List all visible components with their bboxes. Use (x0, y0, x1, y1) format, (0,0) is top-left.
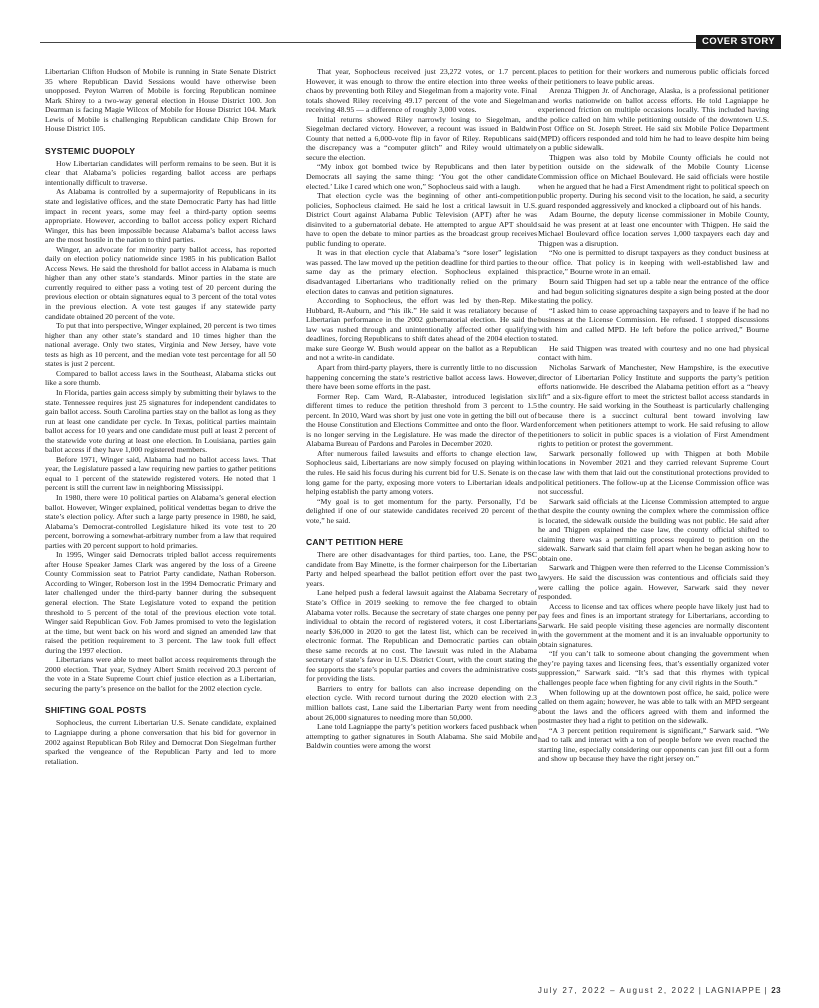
article-paragraph: As Alabama is controlled by a supermajority of Republicans in its state and legislative offices, and the state Democratic Party has had little impact in recent years, some may feel a third-party option seems appropriate. However, according to ballot access policy expert Richard Winger, this has been impossible because Alabama’s ballot access laws are the most hostile in the nation to third parties. (45, 187, 276, 245)
article-paragraph: There are other disadvantages for third parties, too. Lane, the PSC candidate from Bay Minette, is the former chairperson for the Libertarian Party and helped spearhead the ballot petition effort over the past two years. (306, 550, 537, 588)
article-paragraph: That year, Sophocleus received just 23,272 votes, or 1.7 percent. However, it was enough to throw the entire election into three weeks of chaos by preventing both Riley and Siegelman from a majority vote. Final totals showed Riley receiving 49.17 percent of the vote and Siegelman receiving 48.95 — a difference of roughly 3,000 votes. (306, 67, 537, 115)
article-paragraph: Lane helped push a federal lawsuit against the Alabama Secretary of State’s Office in 2019 seeking to remove the fee charged to obtain Alabama voter rolls. Because the secretary of state charges one penny per individual to obtain the record of registered voters, it cost Libertarians nearly $36,000 in 2020 to get the latest list, which can be received in electronic format. The Republican and Democratic parties can obtain these same records at no cost. The lawsuit was ruled in the Alabama secretary of state’s favor in U.S. District Court, with the court stating the fee supports the state’s popular parties and covers the administrative costs for providing the lists. (306, 588, 537, 684)
article-column-3 (538, 67, 769, 764)
article-paragraph: Former Rep. Cam Ward, R-Alabaster, introduced legislation six different times to reduce the petition threshold from 3 percent to 1.5 percent. In 2010, Ward was short by just one vote in getting the bill out of the House Constitution and Elections Committee and onto the floor. Ward is no longer serving in the Legislature. He was made the director of the Alabama Bureau of Pardons and Paroles in December 2020. (306, 391, 537, 449)
article-paragraph: Nicholas Sarwark of Manchester, New Hampshire, is the executive director of Libertarian Policy Institute and supports the party’s petition efforts nationwide. He described the Alabama petition effort as a “heavy lift” and a six-figure effort to meet the strictest ballot access standards in the country. He said working in the Southeast is particularly challenging because there is a succinct cultural bent toward involving law enforcement when petitioners attempt to work. He said refusing to allow petitioners to solicit in public spaces is a violation of First Amendment rights to petition or protest the government. (538, 362, 769, 449)
article-paragraph: Arenza Thigpen Jr. of Anchorage, Alaska, is a professional petitioner and works nationwide on ballot access efforts. He told Lagniappe he experienced friction on multiple occasions locally. This included having the police called on him while petitioning outside of the downtown U.S. Post Office on St. Joseph Street. He said six Mobile Police Department (MPD) officers responded and told him he had to leave despite him being on a public sidewalk. (538, 86, 769, 153)
page-footer: July 27, 2022 – August 2, 2022 | LAGNIAPPE | 23 (537, 986, 781, 995)
article-paragraph: Initial returns showed Riley narrowly losing to Siegelman, and Siegelman declared victory. However, a recount was issued in Baldwin County that netted a 6,000-vote flip in favor of Riley. Republicans said the discrepancy was a “computer glitch” and Riley would ultimately secure the election. (306, 114, 537, 162)
article-paragraph: He said Thigpen was treated with courtesy and no one had physical contact with him. (538, 343, 769, 363)
article-paragraph: That election cycle was the beginning of other anti-competition policies, Sophocleus claimed. He said he lost a critical lawsuit in U.S. District Court against Alabama Public Television (APT) after he was disinvited to a gubernatorial debate. He attempted to argue APT should have to open the debate to minor parties as the broadcast group receives public funding to operate. (306, 191, 537, 248)
article-paragraph: After numerous failed lawsuits and efforts to change election law, Sophocleus said, Libertarians are now simply focused on playing within the rules. He said his focus during his current bid for U.S. Senate is on the long game for the party, exposing more voters to Libertarian ideals and helping establish the party among voters. (306, 448, 537, 497)
article-paragraph: Adam Bourne, the deputy license commissioner in Mobile County, said he was present at at least one encounter with Thigpen. He said the Michael Boulevard office location serves 1,000 taxpayers each day and Thigpen was a disruption. (538, 210, 769, 248)
article-paragraph: Libertarian Clifton Hudson of Mobile is running in State Senate District 35 where Republican David Sessions would have otherwise been unopposed. Peyton Warren of Mobile is forcing Republican nominee Mark Shirey to a two-way general election in House District 100. Jon Dearman is facing Magie Wilcox of Mobile for House District 104. Mark Lewis of Mobile is challenging Republican candidate Chip Brown for House District 105. (45, 67, 276, 134)
article-paragraph: Winger, an advocate for minority party ballot access, has reported daily on election policy nationwide since 1985 in his publication Ballot Access News. He said the threshold for ballot access in Alabama is much higher than any other state’s standards. Minor parties in the state are currently required to either pass a voting test of 20 percent during the previous election or obtain signatures equal to 3 percent of the total votes in the previous election. A vote test gauges if any statewide party candidate obtained 20 percent of the vote. (45, 244, 276, 321)
article-paragraph: “A 3 percent petition requirement is significant,” Sarwark said. “We had to talk and interact with a ton of people before we even reached the starting line, especially considering our opponents can just fill out a form and show up because they have the right jersey on.” (538, 725, 769, 764)
article-paragraph: “I asked him to cease approaching taxpayers and to leave if he had no business at the License Commission. He refused. I stopped discussions with him and called MPD. He left before the police arrived,” Bourne stated. (538, 305, 769, 344)
article-paragraph: According to Sophocleus, the effort was led by then-Rep. Mike Hubbard, R-Auburn, and “his ilk.” He said it was retaliatory because of Libertarian performance in the 2002 gubernatorial election. He said the law was rushed through and unintentionally affected other qualifying deadlines, forcing Republicans to shift dates ahead of the 2004 election to make sure George W. Bush would appear on the ballot as a Republican and not a write-in candidate. (306, 296, 537, 363)
article-paragraph: Sarwark said officials at the License Commission attempted to argue that despite the county owning the complex where the commission office is located, the sidewalk outside the building was not public. He said after he and Thigpen explained the case law, the county official shifted to claiming there was a permitting process required to petition on the sidewalk. Sarwark said that claim fell apart when he began asking how to obtain one. (538, 496, 769, 563)
article-paragraph: In Florida, parties gain access simply by submitting their bylaws to the state. Tennessee requires just 25 signatures for independent candidates to gain ballot access. South Carolina parties stay on the ballot as long as they run at least one candidate per cycle. In Texas, political parties maintain ballot access for 10 years and one candidate must pull at least 2 percent of the statewide vote during at least one election. In Louisiana, parties gain ballot access if they have 1,000 registered members. (45, 387, 276, 455)
article-paragraph: Sophocleus, the current Libertarian U.S. Senate candidate, explained to Lagniappe during a phone conversation that his bid for governor in 2002 against Republican Bob Riley and Democrat Don Siegelman further sparked the vengeance of the Republican Party and led to more retaliation. (45, 718, 276, 766)
section-heading: SYSTEMIC DUOPOLY (45, 145, 136, 156)
article-paragraph: “If you can’t talk to someone about changing the government when they’re paying taxes and licensing fees, that’s essentially organized voter suppression,” Sarwark said. “It’s sad that this rhymes with typical challenges people face when fighting for any civil rights in the South.” (538, 649, 769, 687)
article-paragraph: In 1980, there were 10 political parties on Alabama’s general election ballot. However, Winger explained, political vendettas began to drive the state’s election policy. After such a large party presence in 1980, he said, Alabama’s Democrat-controlled Legislature hiked its vote test to 20 percent, borrowing a somewhat-arbitrary number from a law that required parties with 20 percent support to hold primaries. (45, 492, 276, 550)
article-paragraph: Sarwark personally followed up with Thigpen at both Mobile locations in November 2021 and they carried relevant Supreme Court case law with them that laid out the constitutional protections provided to political petitioners. The follow-up at the License Commission office was not successful. (538, 448, 769, 497)
article-paragraph: Compared to ballot access laws in the Southeast, Alabama sticks out like a sore thumb. (45, 368, 276, 388)
section-tag: COVER STORY (696, 35, 781, 49)
article-paragraph: Thigpen was also told by Mobile County officials he could not petition outside on the sidewalk of the Mobile County License Commission office on Michael Boulevard. He said officials were hostile when he argued that he had a First Amendment right to political speech on public property. During his second visit to the location, he said, a security guard responded aggressively and knocked a clipboard out of his hands. (538, 152, 769, 210)
article-paragraph: It was in that election cycle that Alabama’s “sore loser” legislation was passed. The law moved up the petition deadline for third parties to the same day as the primary election. Sophocleus explained this disadvantaged Libertarians who traditionally relied on the primary election dates to canvas and petition signatures. (306, 248, 538, 296)
article-paragraph: Apart from third-party players, there is currently little to no discussion happening concerning the state’s restrictive ballot access laws. However, there have been some efforts in the past. (306, 362, 537, 392)
article-paragraph: When following up at the downtown post office, he said, police were called on them again; however, he was able to talk with an MPD sergeant about the laws and the officers agreed with them and informed the postmaster they had a right to petition on the sidewalk. (538, 687, 769, 726)
publication-name: LAGNIAPPE (705, 986, 762, 995)
article-paragraph: Barriers to entry for ballots can also increase depending on the election cycle. With record turnout during the 2020 election with 2.3 million ballots cast, Lane said the Libertarian Party went from needing about 26,000 signatures to needing more than 50,000. (306, 683, 537, 722)
page-number: 23 (771, 986, 781, 995)
article-paragraph: In 1995, Winger said Democrats tripled ballot access requirements after House Speaker James Clark was angered by the loss of a Greene County Commission seat to Patriot Party candidate, Nathan Roberson. According to Winger, Roberson lost in the 1994 Democratic Primary and later challenged under the third-party banner during the subsequent general election. The State Legislature voted to expand the petition threshold to 5 percent of the total of the previous election vote total. Winger said Republican Gov. Fob James promised to veto the legislation at the time, but went back on his word and signed an amended law that raised the petition requirement to 3 percent. The law took full effect during the 1997 election. (45, 550, 276, 655)
article-column-1 (45, 67, 276, 766)
article-paragraph: Access to license and tax offices where people have likely just had to pay fees and fines is an important strategy for Libertarians, according to Sarwark. He said people visiting these agencies are normally discontent with the government at the moment and it is an invaluable opportunity to obtain signatures. (538, 601, 769, 649)
article-paragraph: Sarwark and Thigpen were then referred to the License Commission’s lawyers. He said the discussion was contentious and officials said they were calling the police again. However, Sarwark said they never responded. (538, 563, 769, 602)
article-paragraph: places to petition for their workers and numerous public officials forced their petitioners to leave public areas. (538, 67, 769, 86)
article-paragraph: Lane told Lagniappe the party’s petition workers faced pushback when attempting to gather signatures in South Alabama. She said Mobile and Baldwin counties were among the worst (306, 722, 537, 751)
article-paragraph: “My goal is to get momentum for the party. Personally, I’d be delighted if one of our statewide candidates received 20 percent of the vote,” he said. (306, 496, 537, 525)
issue-date: July 27, 2022 – August 2, 2022 (537, 986, 696, 995)
article-paragraph: Libertarians were able to meet ballot access requirements through the 2000 election. That year, Sydney Albert Smith received 20.3 percent of the vote in a State Supreme Court chief justice election as a Libertarian, securing the party’s presence on the ballot for the 2002 election cycle. (45, 655, 276, 693)
section-heading: CAN’T PETITION HERE (306, 537, 404, 548)
article-paragraph: How Libertarian candidates will perform remains to be seen. But it is clear that Alabama’s policies regarding ballot access are perhaps intentionally difficult to traverse. (45, 158, 276, 187)
section-heading: SHIFTING GOAL POSTS (45, 705, 147, 716)
article-paragraph: “No one is permitted to disrupt taxpayers as they conduct business at our office. That policy is in keeping with well-established law and practice,” Bourne wrote in an email. (538, 248, 769, 277)
article-paragraph: To put that into perspective, Winger explained, 20 percent is two times higher than any other state’s standard and 10 times higher than the national average. Only two states, Virginia and New Jersey, have vote tests as high as 10 percent, and the median vote test percentage for all 50 states is just 2 percent. (45, 321, 276, 369)
article-paragraph: Bourn said Thigpen had set up a table near the entrance of the office and had begun soliciting signatures despite a sign being posted at the door stating the policy. (538, 277, 769, 306)
article-paragraph: “My inbox got bombed twice by Republicans and then later by Democrats all saying the same thing: ‘You got the other candidate elected.’ Like I cared which one won,” Sophocleus said with a laugh. (306, 162, 537, 191)
article-paragraph: Before 1971, Winger said, Alabama had no ballot access laws. That year, the Legislature passed a law requiring new parties to gather petitions equal to 1 percent of the statewide registered voters. He noted that 1 percent is still the current law in neighboring Mississippi. (45, 454, 276, 493)
header-rule (40, 42, 704, 43)
article-column-2 (306, 67, 537, 751)
